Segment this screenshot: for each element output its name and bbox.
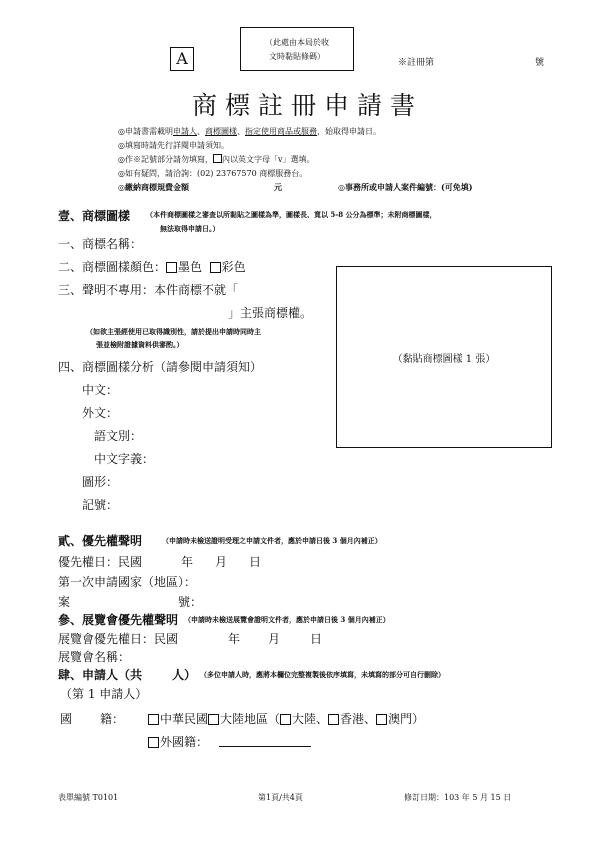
exhibition-month: 月 bbox=[268, 632, 281, 646]
roc-checkbox[interactable] bbox=[148, 714, 159, 725]
symbol-label: 記號： bbox=[82, 498, 119, 512]
trademark-color-row: 二、商標圖樣顏色： 墨色 彩色 bbox=[58, 260, 246, 274]
case-label-a: 案 bbox=[58, 595, 71, 609]
registration-number-label: ※註冊第 bbox=[398, 58, 435, 68]
first-applicant-label: （第 1 申請人） bbox=[60, 687, 148, 701]
footer-page-number: 第1頁/共4頁 bbox=[258, 793, 303, 802]
form-letter-box bbox=[170, 47, 194, 71]
fee-amount-label: ◎繳納商標規費金額 bbox=[118, 182, 189, 192]
distinctiveness-note-1: （如欲主張經使用已取得識別性，請於提出申請時同時主 bbox=[86, 327, 261, 336]
color-bw-checkbox[interactable] bbox=[166, 262, 177, 273]
section-4-note: （多位申請人時，應將本欄位完整複製後依序填寫，未填寫的部分可自行刪除） bbox=[200, 670, 445, 679]
nationality-label-b: 籍： bbox=[100, 712, 125, 726]
section-1-note-2: 無法取得申請日。） bbox=[160, 224, 220, 233]
color-color-checkbox[interactable] bbox=[210, 262, 221, 273]
priority-day: 日 bbox=[249, 555, 262, 569]
hongkong-checkbox[interactable] bbox=[328, 714, 339, 725]
section-2-note: （申請時未檢送證明受理之申請文件者，應於申請日後 3 個月內補正） bbox=[162, 536, 382, 545]
note-3: ◎作※記號部分請勿填寫， 內以英文字母「v」選填。 bbox=[118, 155, 315, 164]
note-1: ◎申請書需載明申請人、商標圖樣、指定使用商品或服務，始取得申請日。 bbox=[118, 127, 381, 136]
case-label-b: 號： bbox=[178, 595, 203, 609]
note-4: ◎如有疑問，請洽詢：(02) 23767570 商標服務台。 bbox=[118, 169, 308, 178]
checkbox-sample bbox=[213, 154, 222, 163]
section-2-title: 貳、優先權聲明 bbox=[58, 534, 143, 548]
mainland-checkbox[interactable] bbox=[280, 714, 291, 725]
priority-date-label: 優先權日：民國 bbox=[58, 555, 143, 569]
meaning-label: 中文字義： bbox=[94, 452, 155, 466]
priority-month: 月 bbox=[215, 555, 228, 569]
note-2: ◎填寫時請先行詳閱申請須知。 bbox=[118, 141, 229, 150]
foreign-nationality-row: 外國籍： bbox=[148, 733, 208, 750]
registration-number-suffix: 號 bbox=[535, 58, 545, 68]
analysis-label: 四、商標圖樣分析（請參閱申請須知） bbox=[58, 360, 263, 374]
mainland-region-checkbox[interactable] bbox=[208, 714, 219, 725]
exhibition-day: 日 bbox=[310, 632, 323, 646]
language-label: 語文別： bbox=[94, 429, 143, 443]
trademark-paste-box[interactable] bbox=[336, 266, 552, 448]
barcode-line2: 文時黏貼條碼） bbox=[269, 52, 325, 61]
exhibition-name-label: 展覽會名稱： bbox=[58, 650, 131, 664]
disclaimer-label: 三、聲明不專用：本件商標不就「 bbox=[58, 283, 239, 297]
chinese-label: 中文： bbox=[82, 383, 119, 397]
footer-form-number: 表單編號 T0101 bbox=[58, 793, 119, 802]
section-3-note: （申請時未檢送展覽會證明文件者，應於申請日後 3 個月內補正） bbox=[184, 615, 390, 624]
section-1-title: 壹、商標圖樣 bbox=[58, 209, 131, 223]
barcode-line1: （此處由本局於收 bbox=[265, 38, 329, 47]
foreign-label: 外文： bbox=[82, 406, 119, 420]
foreign-nationality-input[interactable] bbox=[219, 746, 311, 747]
section-1-note-1: （本件商標圖樣之審查以所黏貼之圖樣為準，圖樣長、寬以 5-8 公分為標準；未附商標圖樣， bbox=[146, 210, 437, 219]
foreign-nationality-checkbox[interactable] bbox=[148, 737, 159, 748]
first-country-label: 第一次申請國家（地區）： bbox=[58, 575, 197, 589]
form-letter: A bbox=[176, 49, 188, 68]
fee-unit: 元 bbox=[274, 182, 282, 192]
nationality-label-a: 國 bbox=[60, 712, 73, 726]
section-4-title-a: 肆、申請人（共 bbox=[58, 668, 143, 682]
case-number-label: ◎事務所或申請人案件編號：(可免填) bbox=[338, 182, 473, 192]
barcode-box bbox=[240, 27, 354, 71]
macau-checkbox[interactable] bbox=[376, 714, 387, 725]
footer-revision-date: 修訂日期：103 年 5 月 15 日 bbox=[404, 793, 512, 802]
nationality-options: 中華民國 大陸地區（ 大陸、 香港、 澳門） bbox=[148, 710, 424, 727]
exhibition-year: 年 bbox=[228, 632, 241, 646]
section-4-title-b: 人） bbox=[172, 668, 197, 682]
paste-box-label: （黏貼商標圖樣 1 張） bbox=[392, 354, 496, 365]
priority-year: 年 bbox=[181, 555, 194, 569]
trademark-name-label: 一、商標名稱： bbox=[58, 237, 143, 251]
distinctiveness-note-2: 張並檢附證據資料供審酌。） bbox=[96, 340, 184, 349]
figure-label: 圖形： bbox=[82, 475, 119, 489]
page-title: 商標註冊申請書 bbox=[192, 91, 424, 120]
section-3-title: 參、展覽會優先權聲明 bbox=[58, 613, 179, 627]
exhibition-date-label: 展覽會優先權日：民國 bbox=[58, 632, 179, 646]
disclaimer-end: 」主張商標權。 bbox=[228, 306, 313, 320]
